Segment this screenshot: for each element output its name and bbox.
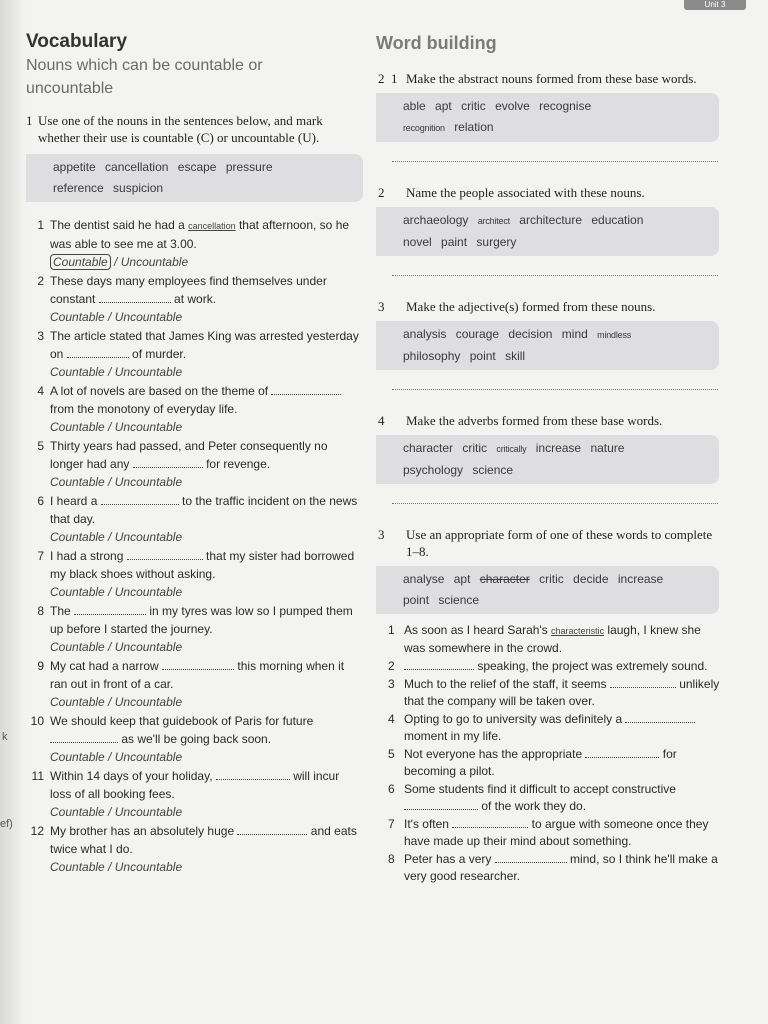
handwritten-answer: recognition (403, 123, 445, 133)
word-box-item: philosophy (403, 349, 461, 363)
page-gutter-shadow (0, 0, 26, 1024)
word-box-nouns (26, 154, 363, 202)
word-box-item: paint (441, 235, 468, 249)
word-box-item: skill (505, 349, 526, 363)
choice-separator: / (104, 475, 115, 489)
item-number: 6 (37, 494, 44, 508)
answer-line[interactable] (392, 274, 718, 276)
item-text-a: My brother has an absolutely huge (50, 824, 238, 838)
exercise-number: 1 (26, 113, 33, 128)
item-number: 8 (388, 852, 395, 866)
countable-choice[interactable] (26, 308, 362, 326)
list-item (26, 602, 362, 638)
countable-choice[interactable] (26, 583, 362, 601)
word-building-heading: Word building (376, 33, 497, 53)
word-box-2-1 (376, 93, 719, 142)
list-item (376, 816, 720, 850)
list-item (376, 658, 720, 675)
item-text-a: Not everyone has the appropriate (404, 747, 586, 761)
word-box-2-3 (376, 321, 719, 370)
item-text-a: These days many employees find themselves under constant (50, 274, 327, 306)
item-text (50, 712, 362, 748)
item-text-b: mind, so I think he'll make a very good researcher. (404, 852, 718, 883)
exercise-2-1-instruction (376, 70, 720, 87)
answer-blank[interactable] (271, 384, 341, 395)
uncountable-option: Uncountable (114, 310, 183, 324)
countable-option: Countable (50, 805, 105, 819)
list-item (376, 781, 720, 815)
item-text-b: from the monotony of everyday life. (50, 402, 238, 416)
item-number: 4 (37, 384, 44, 398)
answer-line[interactable] (392, 388, 718, 390)
sub-number: 1 (391, 71, 398, 86)
word-box-item: recognise (539, 99, 592, 113)
word-box-item: relation (454, 120, 494, 134)
countable-choice[interactable] (26, 638, 362, 656)
word-box-item: architecture (519, 213, 582, 227)
item-text (50, 272, 362, 308)
vocab-items-list (26, 216, 362, 876)
item-text-b: unlikely that the company will be taken over. (404, 677, 720, 708)
word-box-item: escape (177, 160, 217, 174)
list-item (26, 767, 362, 803)
item-text (404, 658, 720, 675)
vocabulary-column (26, 30, 362, 877)
handwritten-answer: architect (477, 216, 510, 226)
list-item (26, 216, 362, 253)
answer-blank[interactable] (585, 747, 659, 758)
item-text (404, 781, 720, 815)
answer-blank[interactable] (74, 604, 146, 615)
choice-separator: / (104, 805, 115, 819)
answer-blank[interactable] (133, 457, 203, 468)
countable-option: Countable (50, 420, 105, 434)
word-box-item: cancellation (105, 160, 169, 174)
item-text-b: that afternoon, so he was able to see me at 3.00. (50, 218, 350, 251)
item-text-b: speaking, the project was extremely sound. (474, 659, 708, 673)
margin-fragment-ef: ef) (0, 818, 13, 830)
countable-option: Countable (50, 310, 105, 324)
unit-tab: Unit 3 (684, 0, 746, 10)
item-text-a: I had a strong (50, 549, 127, 563)
item-text (404, 711, 720, 745)
word-box-item: apt (453, 572, 471, 586)
list-item (376, 622, 720, 657)
item-text-b: for revenge. (202, 457, 271, 471)
margin-fragment-k: k (2, 731, 8, 743)
answer-blank[interactable] (216, 769, 290, 780)
answer-blank[interactable] (237, 824, 307, 835)
vocabulary-subheading: Nouns which can be countable or uncountable (26, 57, 263, 97)
item-text-a: The dentist said he had a (50, 218, 189, 232)
answer-blank[interactable] (67, 347, 129, 358)
answer-line[interactable] (392, 502, 718, 504)
countable-choice[interactable] (26, 528, 362, 546)
uncountable-option: Uncountable (114, 475, 183, 489)
item-number: 10 (30, 714, 44, 728)
item-text-a: The article stated that James King was arrested yesterday on (50, 329, 359, 361)
word-box-item: critic (539, 572, 564, 586)
word-box-item: surgery (476, 235, 517, 249)
word-box-item: point (403, 593, 430, 607)
handwritten-answer: mindless (597, 330, 632, 340)
item-text (50, 327, 362, 363)
item-text-a: My cat had a narrow (50, 659, 163, 673)
item-text (50, 437, 362, 473)
uncountable-option: Uncountable (114, 805, 183, 819)
word-box-item: apt (435, 99, 452, 113)
item-text-b: at work. (170, 292, 217, 306)
word-box-item: archaeology (403, 213, 469, 227)
countable-option: Countable (50, 860, 105, 874)
item-number: 4 (388, 712, 395, 726)
item-text (404, 746, 720, 780)
countable-choice[interactable] (26, 473, 362, 491)
word-box-item: increase (617, 572, 664, 586)
countable-option: Countable (50, 475, 105, 489)
word-box-item: character (403, 441, 454, 455)
uncountable-option: Uncountable (120, 255, 189, 269)
answer-blank[interactable] (101, 494, 179, 505)
uncountable-option: Uncountable (114, 585, 183, 599)
item-text-a: The (50, 604, 75, 618)
answer-blank[interactable] (452, 817, 528, 828)
item-text (50, 382, 362, 418)
word-box-item: suspicion (113, 181, 164, 195)
word-box-item: increase (535, 441, 582, 455)
countable-choice[interactable] (26, 418, 362, 436)
exercise-2-2-instruction (376, 184, 720, 201)
choice-separator: / (110, 255, 121, 269)
word-box-item: novel (403, 235, 432, 249)
answer-blank[interactable] (495, 852, 567, 863)
word-box-item: point (469, 349, 496, 363)
word-box-item: decision (508, 327, 553, 341)
item-number: 5 (388, 747, 395, 761)
list-item (376, 746, 720, 780)
countable-choice[interactable] (26, 253, 362, 271)
choice-separator: / (104, 585, 115, 599)
item-text-a: Thirty years had passed, and Peter consequently no longer had any (50, 439, 328, 471)
item-text-a: It's often (404, 817, 453, 831)
item-text-a: We should keep that guidebook of Paris for future (50, 714, 314, 728)
item-number: 7 (37, 549, 44, 563)
list-item (376, 851, 720, 885)
uncountable-option: Uncountable (114, 420, 183, 434)
countable-choice[interactable] (26, 363, 362, 381)
item-text-a: Some students find it difficult to accept constructive (404, 782, 676, 796)
answer-blank[interactable] (127, 549, 203, 560)
answer-blank[interactable] (404, 659, 474, 670)
word-box-item: evolve (495, 99, 530, 113)
countable-option: Countable (50, 750, 105, 764)
choice-separator: / (104, 640, 115, 654)
word-building-column (376, 30, 720, 886)
countable-choice[interactable] (26, 858, 362, 876)
item-number: 8 (37, 604, 44, 618)
word-box-2-2 (376, 207, 719, 256)
countable-choice[interactable] (26, 693, 362, 711)
item-text-b: to the traffic incident on the news that day. (50, 494, 358, 526)
list-item (26, 822, 362, 858)
item-text-b: in my tyres was low so I pumped them up before I started the journey. (50, 604, 353, 636)
word-box-item: science (472, 463, 514, 477)
item-text-b: for becoming a pilot. (404, 747, 677, 778)
item-text (50, 822, 362, 858)
item-number: 6 (388, 782, 395, 796)
instruction-text: Make the abstract nouns formed from these base words. (406, 71, 697, 86)
choice-separator: / (104, 695, 115, 709)
countable-choice[interactable] (26, 748, 362, 766)
uncountable-option: Uncountable (114, 695, 183, 709)
word-box-item: science (438, 593, 480, 607)
uncountable-option: Uncountable (114, 365, 183, 379)
list-item (26, 492, 362, 528)
item-text-a: Within 14 days of your holiday, (50, 769, 216, 783)
instruction-text: Make the adjective(s) formed from these nouns. (406, 299, 656, 314)
item-text-a: A lot of novels are based on the theme of (50, 384, 272, 398)
word-box-item: education (591, 213, 644, 227)
list-item (26, 272, 362, 308)
countable-choice[interactable] (26, 803, 362, 821)
item-text-b: to argue with someone once they have made up their mind about something. (404, 817, 709, 848)
countable-option: Countable (50, 640, 105, 654)
handwritten-answer: critically (496, 444, 527, 454)
item-text (404, 622, 720, 657)
item-text (50, 657, 362, 693)
choice-separator: / (104, 860, 115, 874)
item-text-b: will incur loss of all booking fees. (50, 769, 340, 801)
sub-number: 4 (378, 413, 385, 428)
item-number: 7 (388, 817, 395, 831)
countable-option: Countable (50, 530, 105, 544)
exercise-number: 3 (378, 527, 385, 542)
exercise-number (376, 70, 406, 87)
list-item (26, 382, 362, 418)
uncountable-option: Uncountable (114, 860, 183, 874)
choice-separator: / (104, 750, 115, 764)
vocabulary-heading: Vocabulary (26, 31, 128, 52)
list-item (26, 437, 362, 473)
item-number: 2 (388, 659, 395, 673)
word-box-item: critic (462, 441, 488, 455)
item-text-b: that my sister had borrowed my black shoes without asking. (50, 549, 355, 581)
sub-number: 2 (378, 185, 385, 200)
countable-option: Countable (50, 365, 105, 379)
filled-answer: characteristic (551, 626, 605, 636)
item-text (50, 492, 362, 528)
item-text (50, 547, 362, 583)
choice-separator: / (104, 365, 115, 379)
item-text-a: Peter has a very (404, 852, 495, 866)
word-box-2-4 (376, 435, 719, 484)
item-number: 3 (37, 329, 44, 343)
item-text (50, 216, 362, 253)
list-item (26, 547, 362, 583)
filled-answer: cancellation (188, 221, 236, 231)
item-text-a: I heard a (50, 494, 101, 508)
choice-separator: / (104, 420, 115, 434)
uncountable-option: Uncountable (114, 640, 183, 654)
exercise-3-instruction (376, 526, 720, 560)
item-text-b: this morning when it ran out in front of a car. (50, 659, 345, 691)
instruction-text: Name the people associated with these nouns. (406, 185, 645, 200)
exercise-2-4-instruction (376, 412, 720, 429)
item-text-b: of the work they do. (478, 799, 587, 813)
item-text (50, 602, 362, 638)
list-item (376, 711, 720, 745)
instruction-text: Make the adverbs formed from these base words. (406, 413, 663, 428)
uncountable-option: Uncountable (114, 530, 183, 544)
item-text-b: as we'll be going back soon. (118, 732, 272, 746)
item-text (404, 851, 720, 885)
countable-option: Countable (50, 695, 105, 709)
item-text-b: moment in my life. (404, 729, 502, 743)
answer-blank[interactable] (610, 677, 676, 688)
item-text-a: Opting to go to university was definitely a (404, 712, 626, 726)
word-items-list (376, 622, 720, 885)
answer-blank[interactable] (50, 732, 118, 743)
list-item (26, 657, 362, 693)
choice-separator: / (104, 530, 115, 544)
uncountable-option: Uncountable (114, 750, 183, 764)
item-text (404, 676, 720, 710)
instruction-text: Use an appropriate form of one of these words to complete 1–8. (406, 527, 713, 559)
item-text-a: Much to the relief of the staff, it seems (404, 677, 610, 691)
word-box-item: mind (561, 327, 588, 341)
word-box-item: critic (461, 99, 486, 113)
item-number: 9 (37, 659, 44, 673)
instruction-text: Use one of the nouns in the sentences below, and mark whether their use is countable (C) or uncountable (U). (38, 113, 323, 145)
item-number: 11 (31, 769, 44, 783)
item-number: 12 (30, 824, 44, 838)
item-text (404, 816, 720, 850)
word-box-item: analyse (403, 572, 445, 586)
item-text-b: laugh, I knew she was somewhere in the crowd. (404, 623, 701, 655)
answer-blank[interactable] (625, 712, 695, 723)
item-number: 3 (388, 677, 395, 691)
word-box-item: psychology (403, 463, 464, 477)
word-box-3 (376, 566, 719, 614)
list-item (26, 327, 362, 363)
exercise-1-instruction (26, 112, 362, 146)
choice-separator: / (104, 310, 115, 324)
answer-blank[interactable] (99, 292, 171, 303)
word-box-item: nature (590, 441, 625, 455)
item-number: 1 (37, 218, 44, 232)
list-item (376, 676, 720, 710)
crossed-out-word: character (479, 572, 530, 586)
item-text-b: of murder. (128, 347, 187, 361)
list-item (26, 712, 362, 748)
word-box-item: able (403, 99, 426, 113)
sub-number: 3 (378, 299, 385, 314)
item-text (50, 767, 362, 803)
word-box-item: reference (53, 181, 104, 195)
answer-line[interactable] (392, 160, 718, 162)
word-box-item: decide (573, 572, 609, 586)
exercise-2-3-instruction (376, 298, 720, 315)
answer-blank[interactable] (162, 659, 234, 670)
exercise-main-number: 2 (378, 71, 385, 86)
word-box-item: appetite (53, 160, 96, 174)
item-text-b: and eats twice what I do. (50, 824, 357, 856)
answer-blank[interactable] (404, 799, 478, 810)
item-number: 2 (37, 274, 44, 288)
countable-option: Countable (50, 585, 105, 599)
word-box-item: pressure (225, 160, 273, 174)
word-box-item: analysis (403, 327, 447, 341)
item-text-a: As soon as I heard Sarah's (404, 623, 552, 637)
word-box-item: courage (455, 327, 500, 341)
item-number: 1 (388, 623, 395, 637)
circled-answer: Countable (50, 254, 111, 270)
item-number: 5 (37, 439, 44, 453)
